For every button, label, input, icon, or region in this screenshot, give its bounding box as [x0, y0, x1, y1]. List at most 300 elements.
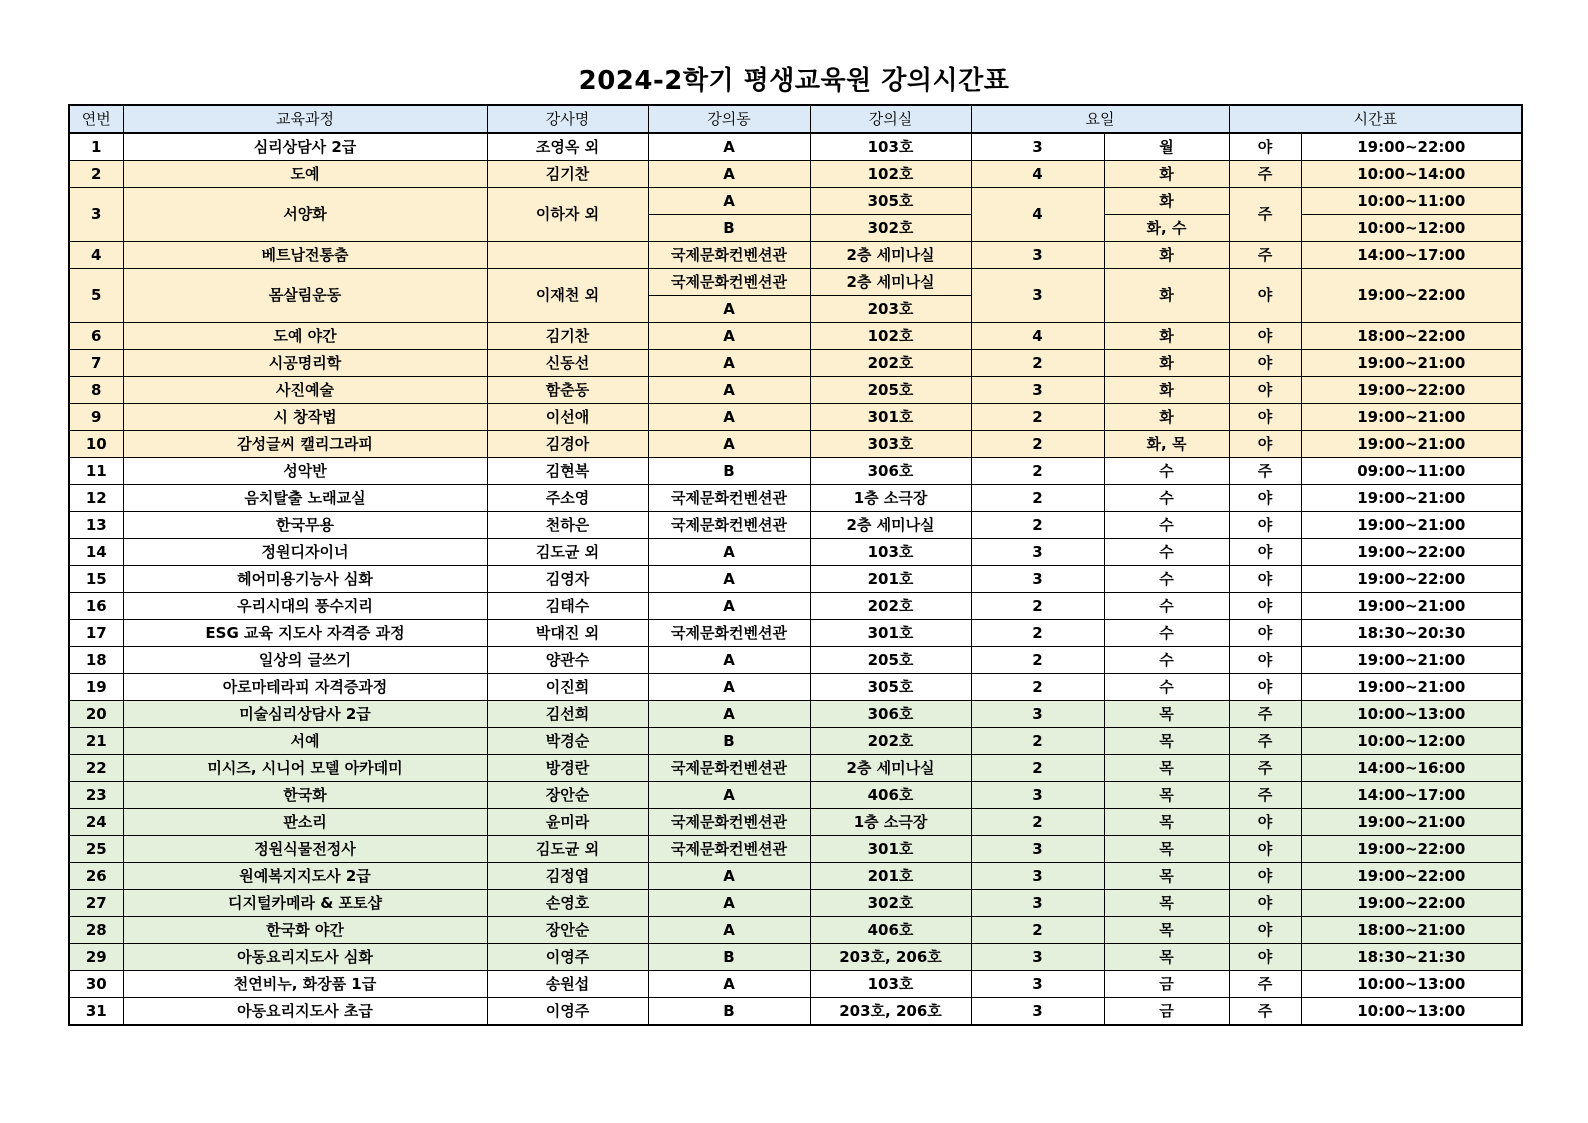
cell-course: 사진예술 [123, 377, 487, 404]
cell-day: 월 [1104, 133, 1229, 161]
cell-time: 19:00~21:00 [1301, 647, 1522, 674]
cell-period: 주 [1229, 728, 1301, 755]
cell-period: 야 [1229, 836, 1301, 863]
cell-period: 주 [1229, 755, 1301, 782]
cell-count: 2 [971, 404, 1104, 431]
cell-period: 야 [1229, 512, 1301, 539]
cell-building: A [648, 674, 810, 701]
cell-room: 1층 소극장 [810, 809, 971, 836]
cell-time: 19:00~21:00 [1301, 674, 1522, 701]
cell-building: A [648, 133, 810, 161]
cell-course: 한국무용 [123, 512, 487, 539]
cell-day: 화 [1104, 242, 1229, 269]
cell-building: A [648, 296, 810, 323]
cell-time: 10:00~12:00 [1301, 728, 1522, 755]
cell-no: 23 [69, 782, 123, 809]
table-row [69, 890, 1522, 917]
cell-count: 3 [971, 566, 1104, 593]
cell-day: 화 [1104, 269, 1229, 323]
cell-period: 주 [1229, 971, 1301, 998]
cell-period: 야 [1229, 863, 1301, 890]
cell-room: 203호, 206호 [810, 944, 971, 971]
table-row [69, 242, 1522, 269]
cell-building: A [648, 188, 810, 215]
cell-room: 302호 [810, 215, 971, 242]
cell-course: 우리시대의 풍수지리 [123, 593, 487, 620]
cell-count: 3 [971, 539, 1104, 566]
cell-room: 406호 [810, 782, 971, 809]
cell-count: 2 [971, 431, 1104, 458]
cell-instructor: 이하자 외 [487, 188, 648, 242]
table-row [69, 512, 1522, 539]
cell-period: 주 [1229, 998, 1301, 1026]
cell-time: 19:00~21:00 [1301, 512, 1522, 539]
cell-day: 수 [1104, 620, 1229, 647]
cell-time: 19:00~22:00 [1301, 863, 1522, 890]
cell-building: A [648, 404, 810, 431]
cell-instructor: 조영옥 외 [487, 133, 648, 161]
cell-time: 19:00~22:00 [1301, 269, 1522, 323]
cell-course: 시 창작법 [123, 404, 487, 431]
cell-course: 미시즈, 시니어 모델 아카데미 [123, 755, 487, 782]
table-row [69, 133, 1522, 161]
cell-time: 19:00~22:00 [1301, 377, 1522, 404]
cell-building: B [648, 215, 810, 242]
cell-building: 국제문화컨벤션관 [648, 620, 810, 647]
cell-period: 주 [1229, 701, 1301, 728]
cell-building: A [648, 701, 810, 728]
cell-building: 국제문화컨벤션관 [648, 836, 810, 863]
cell-instructor: 양관수 [487, 647, 648, 674]
cell-room: 202호 [810, 350, 971, 377]
cell-count: 2 [971, 728, 1104, 755]
cell-building: A [648, 863, 810, 890]
cell-day: 수 [1104, 512, 1229, 539]
cell-instructor: 이재천 외 [487, 269, 648, 323]
cell-building: 국제문화컨벤션관 [648, 512, 810, 539]
cell-count: 2 [971, 593, 1104, 620]
cell-no: 29 [69, 944, 123, 971]
cell-time: 19:00~21:00 [1301, 485, 1522, 512]
cell-day: 수 [1104, 566, 1229, 593]
cell-room: 301호 [810, 404, 971, 431]
cell-day: 목 [1104, 863, 1229, 890]
cell-instructor: 장안순 [487, 782, 648, 809]
cell-day: 화, 수 [1104, 215, 1229, 242]
cell-building: B [648, 998, 810, 1026]
cell-instructor: 신동선 [487, 350, 648, 377]
cell-building: 국제문화컨벤션관 [648, 755, 810, 782]
table-row [69, 674, 1522, 701]
cell-time: 10:00~11:00 [1301, 188, 1522, 215]
cell-period: 야 [1229, 485, 1301, 512]
cell-time: 19:00~21:00 [1301, 350, 1522, 377]
cell-room: 103호 [810, 971, 971, 998]
cell-no: 4 [69, 242, 123, 269]
cell-room: 1층 소극장 [810, 485, 971, 512]
cell-instructor: 이선애 [487, 404, 648, 431]
cell-count: 3 [971, 863, 1104, 890]
cell-room: 302호 [810, 890, 971, 917]
cell-no: 20 [69, 701, 123, 728]
table-row [69, 863, 1522, 890]
cell-room: 303호 [810, 431, 971, 458]
cell-course: 한국화 [123, 782, 487, 809]
cell-course: 음치탈출 노래교실 [123, 485, 487, 512]
cell-room: 203호, 206호 [810, 998, 971, 1026]
cell-instructor: 이진희 [487, 674, 648, 701]
cell-no: 15 [69, 566, 123, 593]
table-row [69, 539, 1522, 566]
cell-no: 30 [69, 971, 123, 998]
cell-no: 12 [69, 485, 123, 512]
table-row [69, 485, 1522, 512]
cell-time: 14:00~17:00 [1301, 242, 1522, 269]
cell-no: 19 [69, 674, 123, 701]
cell-no: 2 [69, 161, 123, 188]
table-row [69, 836, 1522, 863]
cell-room: 202호 [810, 593, 971, 620]
cell-count: 3 [971, 998, 1104, 1026]
cell-period: 야 [1229, 431, 1301, 458]
table-row [69, 728, 1522, 755]
cell-day: 목 [1104, 782, 1229, 809]
cell-period: 야 [1229, 674, 1301, 701]
cell-no: 22 [69, 755, 123, 782]
cell-course: 일상의 글쓰기 [123, 647, 487, 674]
cell-instructor: 김영자 [487, 566, 648, 593]
cell-day: 화 [1104, 188, 1229, 215]
table-row [69, 971, 1522, 998]
cell-no: 9 [69, 404, 123, 431]
cell-period: 야 [1229, 133, 1301, 161]
cell-count: 3 [971, 701, 1104, 728]
cell-no: 11 [69, 458, 123, 485]
table-row [69, 809, 1522, 836]
cell-room: 306호 [810, 701, 971, 728]
table-row [69, 782, 1522, 809]
cell-instructor: 김도균 외 [487, 539, 648, 566]
cell-course: 아로마테라피 자격증과정 [123, 674, 487, 701]
cell-instructor: 김기찬 [487, 323, 648, 350]
cell-day: 수 [1104, 485, 1229, 512]
cell-no: 27 [69, 890, 123, 917]
cell-course: ESG 교육 지도사 자격증 과정 [123, 620, 487, 647]
cell-count: 2 [971, 458, 1104, 485]
cell-room: 103호 [810, 539, 971, 566]
table-row [69, 377, 1522, 404]
cell-count: 2 [971, 620, 1104, 647]
cell-room: 205호 [810, 647, 971, 674]
cell-room: 305호 [810, 188, 971, 215]
cell-no: 16 [69, 593, 123, 620]
header-no: 연번 [69, 105, 123, 133]
cell-instructor: 손영호 [487, 890, 648, 917]
cell-day: 화 [1104, 377, 1229, 404]
cell-room: 301호 [810, 836, 971, 863]
cell-building: 국제문화컨벤션관 [648, 269, 810, 296]
cell-building: B [648, 728, 810, 755]
cell-building: A [648, 647, 810, 674]
cell-day: 수 [1104, 647, 1229, 674]
cell-no: 17 [69, 620, 123, 647]
cell-count: 2 [971, 485, 1104, 512]
cell-course: 서예 [123, 728, 487, 755]
cell-period: 야 [1229, 566, 1301, 593]
cell-count: 4 [971, 323, 1104, 350]
cell-no: 13 [69, 512, 123, 539]
cell-course: 아동요리지도사 초급 [123, 998, 487, 1026]
cell-count: 3 [971, 971, 1104, 998]
cell-instructor: 송원섭 [487, 971, 648, 998]
table-row [69, 161, 1522, 188]
cell-time: 10:00~14:00 [1301, 161, 1522, 188]
cell-room: 306호 [810, 458, 971, 485]
cell-no: 7 [69, 350, 123, 377]
cell-period: 주 [1229, 188, 1301, 242]
cell-count: 4 [971, 188, 1104, 242]
cell-room: 102호 [810, 323, 971, 350]
cell-instructor: 김기찬 [487, 161, 648, 188]
cell-count: 3 [971, 269, 1104, 323]
cell-period: 야 [1229, 647, 1301, 674]
cell-course: 도예 [123, 161, 487, 188]
cell-no: 24 [69, 809, 123, 836]
cell-building: A [648, 917, 810, 944]
cell-course: 디지털카메라 & 포토샵 [123, 890, 487, 917]
cell-instructor: 천하은 [487, 512, 648, 539]
cell-building: A [648, 431, 810, 458]
cell-building: A [648, 593, 810, 620]
cell-period: 야 [1229, 917, 1301, 944]
cell-building: 국제문화컨벤션관 [648, 242, 810, 269]
cell-no: 6 [69, 323, 123, 350]
cell-instructor: 주소영 [487, 485, 648, 512]
cell-no: 10 [69, 431, 123, 458]
table-row [69, 593, 1522, 620]
table-row [69, 701, 1522, 728]
cell-count: 3 [971, 836, 1104, 863]
cell-course: 헤어미용기능사 심화 [123, 566, 487, 593]
cell-instructor: 윤미라 [487, 809, 648, 836]
cell-course: 도예 야간 [123, 323, 487, 350]
cell-period: 야 [1229, 377, 1301, 404]
cell-room: 301호 [810, 620, 971, 647]
cell-room: 305호 [810, 674, 971, 701]
cell-time: 10:00~13:00 [1301, 971, 1522, 998]
cell-instructor: 김도균 외 [487, 836, 648, 863]
cell-day: 화 [1104, 350, 1229, 377]
table-row [69, 944, 1522, 971]
cell-building: A [648, 350, 810, 377]
cell-course: 한국화 야간 [123, 917, 487, 944]
cell-room: 2층 세미나실 [810, 242, 971, 269]
cell-instructor: 박대진 외 [487, 620, 648, 647]
cell-building: 국제문화컨벤션관 [648, 809, 810, 836]
cell-count: 3 [971, 782, 1104, 809]
cell-instructor: 김경아 [487, 431, 648, 458]
cell-day: 수 [1104, 539, 1229, 566]
table-row [69, 350, 1522, 377]
cell-instructor [487, 242, 648, 269]
header-day: 요일 [971, 105, 1229, 133]
cell-time: 18:30~21:30 [1301, 944, 1522, 971]
cell-building: A [648, 323, 810, 350]
table-row [69, 404, 1522, 431]
cell-no: 31 [69, 998, 123, 1026]
cell-no: 5 [69, 269, 123, 323]
cell-time: 18:00~21:00 [1301, 917, 1522, 944]
cell-instructor: 김선희 [487, 701, 648, 728]
cell-day: 목 [1104, 728, 1229, 755]
header-course: 교육과정 [123, 105, 487, 133]
cell-day: 목 [1104, 701, 1229, 728]
header-building: 강의동 [648, 105, 810, 133]
cell-count: 4 [971, 161, 1104, 188]
cell-count: 3 [971, 133, 1104, 161]
cell-room: 103호 [810, 133, 971, 161]
cell-period: 야 [1229, 539, 1301, 566]
cell-day: 목 [1104, 836, 1229, 863]
cell-day: 목 [1104, 917, 1229, 944]
cell-day: 목 [1104, 944, 1229, 971]
cell-day: 금 [1104, 971, 1229, 998]
cell-building: A [648, 566, 810, 593]
table-row [69, 188, 1522, 215]
cell-room: 2층 세미나실 [810, 755, 971, 782]
cell-time: 19:00~22:00 [1301, 836, 1522, 863]
cell-no: 28 [69, 917, 123, 944]
cell-period: 야 [1229, 404, 1301, 431]
cell-room: 406호 [810, 917, 971, 944]
cell-no: 14 [69, 539, 123, 566]
cell-day: 목 [1104, 809, 1229, 836]
cell-instructor: 함춘동 [487, 377, 648, 404]
cell-period: 주 [1229, 242, 1301, 269]
cell-count: 3 [971, 242, 1104, 269]
cell-room: 2층 세미나실 [810, 269, 971, 296]
cell-time: 19:00~22:00 [1301, 566, 1522, 593]
cell-course: 시공명리학 [123, 350, 487, 377]
cell-period: 야 [1229, 350, 1301, 377]
table-header-row [69, 105, 1522, 133]
table-row [69, 458, 1522, 485]
cell-period: 야 [1229, 323, 1301, 350]
cell-time: 19:00~22:00 [1301, 890, 1522, 917]
cell-day: 수 [1104, 593, 1229, 620]
cell-no: 26 [69, 863, 123, 890]
cell-course: 천연비누, 화장품 1급 [123, 971, 487, 998]
cell-room: 2층 세미나실 [810, 512, 971, 539]
cell-time: 19:00~21:00 [1301, 431, 1522, 458]
cell-building: B [648, 944, 810, 971]
cell-period: 야 [1229, 593, 1301, 620]
cell-no: 8 [69, 377, 123, 404]
cell-instructor: 장안순 [487, 917, 648, 944]
cell-no: 3 [69, 188, 123, 242]
cell-count: 2 [971, 809, 1104, 836]
cell-period: 주 [1229, 161, 1301, 188]
cell-time: 18:00~22:00 [1301, 323, 1522, 350]
cell-time: 19:00~22:00 [1301, 133, 1522, 161]
cell-day: 수 [1104, 458, 1229, 485]
cell-building: A [648, 377, 810, 404]
cell-time: 19:00~21:00 [1301, 593, 1522, 620]
cell-course: 성악반 [123, 458, 487, 485]
cell-room: 205호 [810, 377, 971, 404]
cell-period: 야 [1229, 269, 1301, 323]
table-row [69, 998, 1522, 1026]
cell-day: 목 [1104, 755, 1229, 782]
cell-time: 19:00~21:00 [1301, 404, 1522, 431]
cell-course: 몸살림운동 [123, 269, 487, 323]
table-row [69, 269, 1522, 296]
cell-course: 미술심리상담사 2급 [123, 701, 487, 728]
cell-no: 21 [69, 728, 123, 755]
cell-building: A [648, 539, 810, 566]
cell-time: 19:00~22:00 [1301, 539, 1522, 566]
cell-count: 2 [971, 917, 1104, 944]
cell-day: 화 [1104, 404, 1229, 431]
cell-building: A [648, 890, 810, 917]
header-room: 강의실 [810, 105, 971, 133]
cell-building: A [648, 161, 810, 188]
cell-time: 19:00~21:00 [1301, 809, 1522, 836]
cell-course: 아동요리지도사 심화 [123, 944, 487, 971]
table-row [69, 620, 1522, 647]
cell-period: 야 [1229, 944, 1301, 971]
cell-time: 10:00~13:00 [1301, 998, 1522, 1026]
cell-period: 야 [1229, 809, 1301, 836]
cell-course: 베트남전통춤 [123, 242, 487, 269]
cell-period: 주 [1229, 782, 1301, 809]
cell-course: 정원디자이너 [123, 539, 487, 566]
cell-instructor: 이영주 [487, 998, 648, 1026]
table-row [69, 755, 1522, 782]
cell-day: 화, 목 [1104, 431, 1229, 458]
cell-period: 주 [1229, 458, 1301, 485]
cell-time: 14:00~16:00 [1301, 755, 1522, 782]
cell-course: 판소리 [123, 809, 487, 836]
cell-instructor: 박경순 [487, 728, 648, 755]
cell-building: A [648, 782, 810, 809]
cell-room: 202호 [810, 728, 971, 755]
table-row [69, 917, 1522, 944]
table-row [69, 323, 1522, 350]
schedule-table [68, 104, 1523, 1026]
cell-count: 2 [971, 755, 1104, 782]
cell-count: 3 [971, 377, 1104, 404]
cell-course: 심리상담사 2급 [123, 133, 487, 161]
cell-room: 201호 [810, 863, 971, 890]
cell-course: 원예복지지도사 2급 [123, 863, 487, 890]
table-row [69, 431, 1522, 458]
cell-room: 203호 [810, 296, 971, 323]
header-instructor: 강사명 [487, 105, 648, 133]
cell-count: 2 [971, 647, 1104, 674]
cell-no: 25 [69, 836, 123, 863]
cell-course: 서양화 [123, 188, 487, 242]
cell-room: 201호 [810, 566, 971, 593]
cell-instructor: 김현복 [487, 458, 648, 485]
table-row [69, 647, 1522, 674]
cell-day: 화 [1104, 323, 1229, 350]
table-row [69, 566, 1522, 593]
cell-count: 3 [971, 944, 1104, 971]
page-title: 2024-2학기 평생교육원 강의시간표 [578, 66, 1010, 96]
cell-instructor: 방경란 [487, 755, 648, 782]
cell-period: 야 [1229, 620, 1301, 647]
